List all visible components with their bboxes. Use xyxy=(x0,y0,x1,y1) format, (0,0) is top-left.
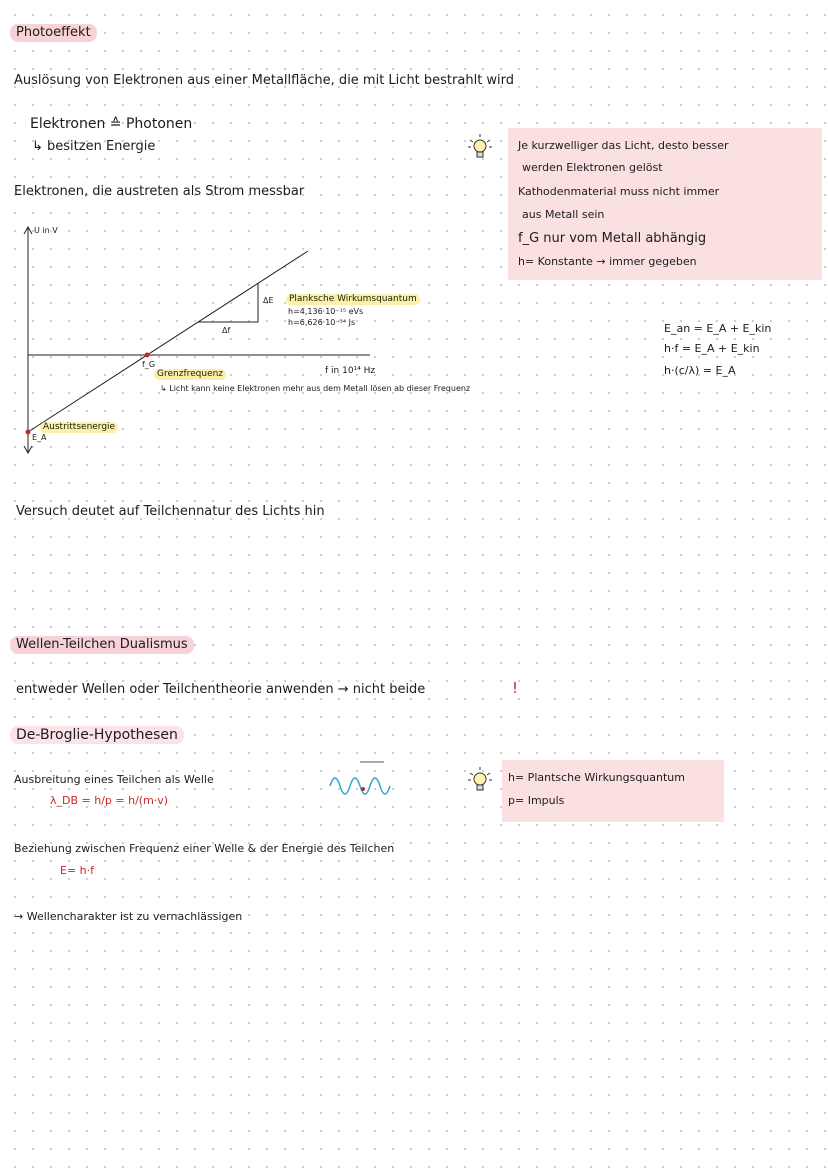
dualismus-statement: entweder Wellen oder Teilchentheorie anwenden → nicht beide xyxy=(16,682,426,697)
tip-line: p= Impuls xyxy=(508,794,565,807)
x-axis-label: f in 10¹⁴ Hz xyxy=(325,366,376,376)
tip-line: f_G nur vom Metall abhängig xyxy=(518,231,707,246)
section-title-dualismus: Wellen-Teilchen Dualismus xyxy=(10,636,194,654)
tip-line: Kathodenmaterial muss nicht immer xyxy=(518,185,720,198)
bullet-energie: ↳ besitzen Energie xyxy=(32,139,156,154)
strom-messbar: Elektronen, die austreten als Strom messbar xyxy=(14,184,305,199)
planck-title: Planksche Wirkumsquantum xyxy=(286,294,420,305)
section-title-photoeffekt: Photoeffekt xyxy=(10,24,97,42)
tip-line: aus Metall sein xyxy=(522,208,605,221)
tip-line: h= Plantsche Wirkungsquantum xyxy=(508,771,685,784)
tip-box-de-broglie xyxy=(502,760,724,822)
energy-formula: E= h·f xyxy=(60,864,95,877)
grenzfrequenz-label: Grenzfrequenz xyxy=(154,369,226,380)
ea-label: E_A xyxy=(32,433,47,442)
beziehung-text: Beziehung zwischen Frequenz einer Welle & der Energie des Teilchen xyxy=(14,842,395,855)
photoeffekt-definition: Auslösung von Elektronen aus einer Metallfläche, die mit Licht bestrahlt wird xyxy=(14,73,515,88)
bullet-elektronen-photonen: Elektronen ≙ Photonen xyxy=(30,116,193,132)
wellencharakter-text: → Wellencharakter ist zu vernachlässigen xyxy=(14,910,243,923)
tip-line: Je kurzwelliger das Licht, desto besser xyxy=(518,139,729,152)
ausbreitung-text: Ausbreitung eines Teilchen als Welle xyxy=(14,773,214,786)
austrittsenergie-label: Austrittsenergie xyxy=(40,422,118,433)
tip-line: h= Konstante → immer gegeben xyxy=(518,255,697,268)
equation-energy: h·f = E_A + E_kin xyxy=(664,342,760,355)
planck-value-ev: h=4,136·10⁻¹⁵ eVs xyxy=(288,307,364,316)
de-broglie-formula: λ_DB = h/p = h/(m·v) xyxy=(50,794,169,807)
delta-e-label: ΔE xyxy=(263,296,274,305)
tip-line: werden Elektronen gelöst xyxy=(522,161,663,174)
exclamation-mark: ! xyxy=(512,679,519,697)
versuch-conclusion: Versuch deutet auf Teilchennatur des Lichts hin xyxy=(16,504,325,519)
regression-line xyxy=(28,251,308,432)
y-axis-label: U in V xyxy=(34,226,58,235)
fg-point xyxy=(145,353,150,358)
delta-f-label: Δf xyxy=(222,326,231,335)
equation-energy: h·(c/λ) = E_A xyxy=(664,364,736,377)
fg-label: f_G xyxy=(142,360,156,369)
equation-energy: E_an = E_A + E_kin xyxy=(664,322,772,335)
ea-point xyxy=(26,430,31,435)
grenzfrequenz-note: ↳ Licht kann keine Elektronen mehr aus dem Metall lösen ab dieser Frequenz xyxy=(160,384,471,393)
section-title-de-broglie: De-Broglie-Hypothesen xyxy=(10,726,184,744)
planck-value-js: h=6,626·10⁻³⁴ Js xyxy=(288,318,356,327)
